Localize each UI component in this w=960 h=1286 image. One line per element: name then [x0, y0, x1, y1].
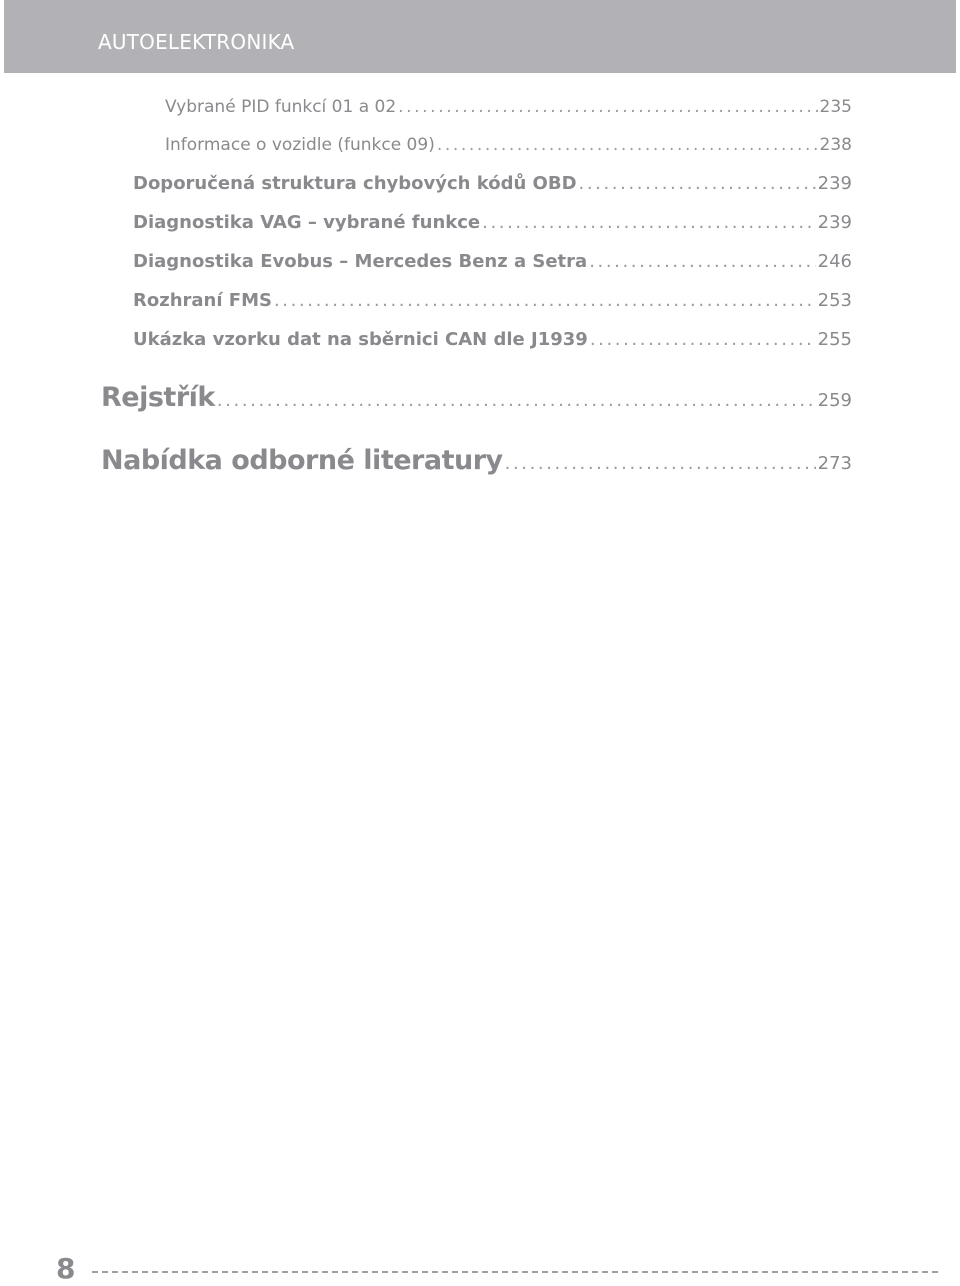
page-number: 8: [56, 1252, 76, 1285]
toc-entry[interactable]: [133, 173, 852, 194]
leader-dots: [590, 329, 816, 350]
toc-entry-page: 259: [817, 390, 852, 411]
toc-entry[interactable]: [165, 135, 852, 155]
toc-entry-page: 235: [819, 97, 852, 117]
toc-entry-label: Vybrané PID funkcí 01 a 02: [165, 97, 397, 117]
toc-entry-page: 239: [817, 212, 852, 233]
toc-entry[interactable]: [133, 212, 852, 233]
leader-dots: [589, 251, 815, 272]
toc-entry[interactable]: [101, 382, 852, 413]
leader-dots: [437, 135, 818, 155]
toc-entry-page: 253: [817, 290, 852, 311]
leader-dots: [274, 290, 816, 311]
toc-entry-label: Nabídka odborné literatury: [101, 445, 503, 476]
leader-dots: [482, 212, 816, 233]
toc-entry[interactable]: [133, 251, 852, 272]
toc-entry[interactable]: [165, 97, 852, 117]
toc-entry-label: Doporučená struktura chybových kódů OBD: [133, 173, 577, 194]
leader-dots: [217, 390, 816, 411]
toc-entry-label: Ukázka vzorku dat na sběrnici CAN dle J1939: [133, 329, 588, 350]
toc-entry-page: 246: [817, 251, 852, 272]
toc-entry-label: Rozhraní FMS: [133, 290, 272, 311]
toc-entry[interactable]: [101, 445, 852, 476]
toc-entry-label: Diagnostika VAG – vybrané funkce: [133, 212, 481, 233]
toc-entry[interactable]: [133, 329, 852, 350]
toc-entry[interactable]: [133, 290, 852, 311]
toc-entry-page: 255: [817, 329, 852, 350]
footer-dashed-rule: [92, 1271, 938, 1273]
leader-dots: [505, 453, 816, 474]
toc-entry-label: Rejstřík: [101, 382, 215, 413]
leader-dots: [398, 97, 817, 117]
section-title: AUTOELEKTRONIKA: [98, 30, 295, 54]
leader-dots: [579, 173, 816, 194]
toc-entry-label: Informace o vozidle (funkce 09): [165, 135, 435, 155]
toc-entry-page: 239: [817, 173, 852, 194]
toc-entry-label: Diagnostika Evobus – Mercedes Benz a Setra: [133, 251, 588, 272]
toc-entry-page: 238: [819, 135, 852, 155]
toc-entry-page: 273: [817, 453, 852, 474]
